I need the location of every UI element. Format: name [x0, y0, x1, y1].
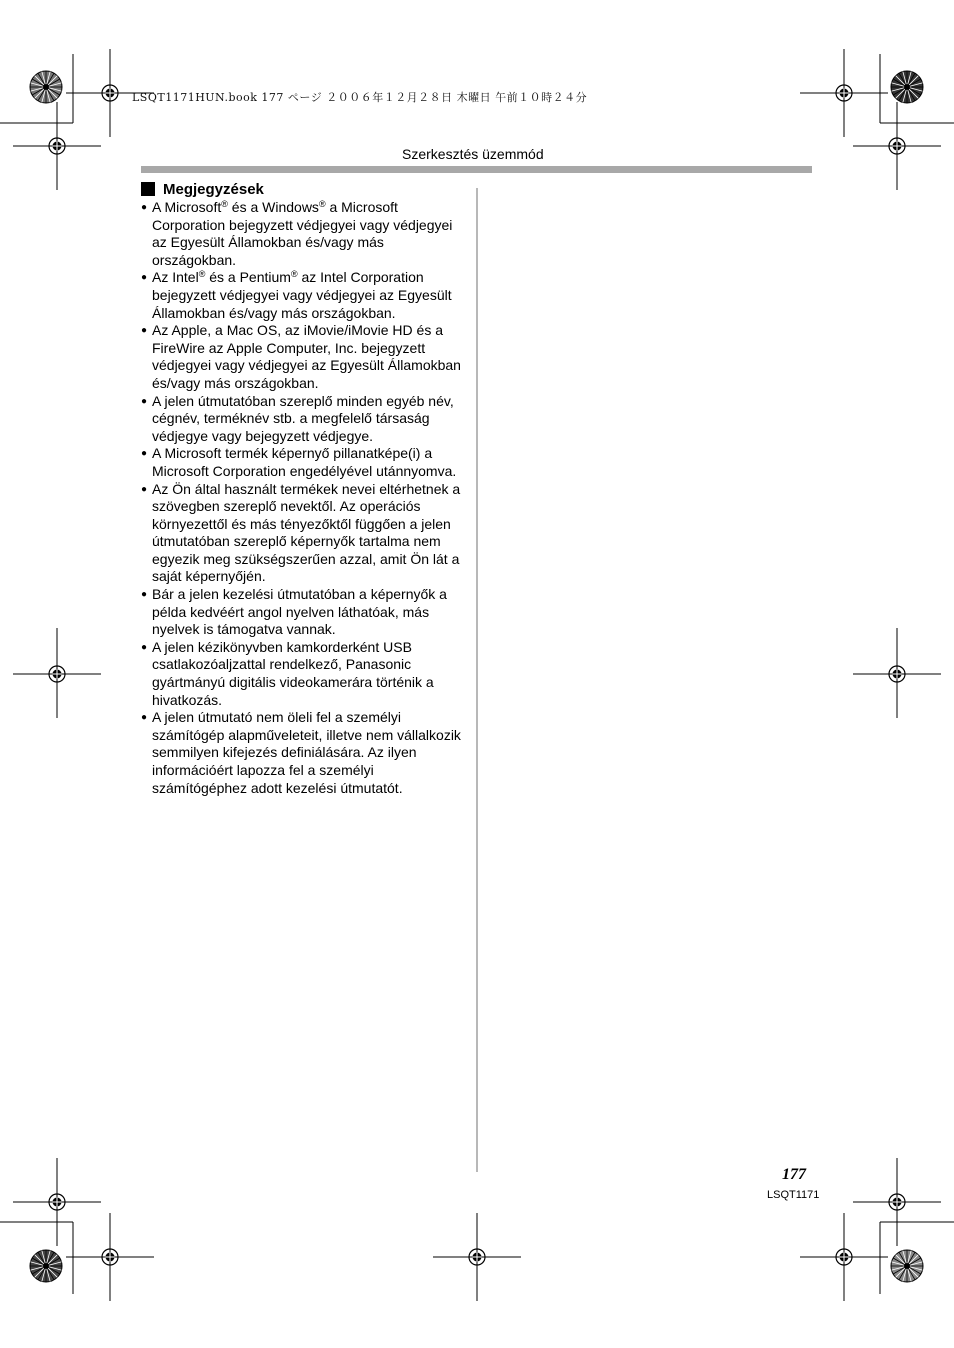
- bullet-icon: ●: [141, 483, 148, 495]
- target-center: [904, 84, 910, 90]
- notes-section: [141, 180, 471, 797]
- note-text: [152, 586, 447, 637]
- square-bullet-icon: [141, 182, 155, 196]
- bullet-icon: ●: [141, 325, 148, 337]
- bullet-icon: ●: [141, 641, 148, 653]
- registration-mark: [800, 1213, 888, 1301]
- bullet-icon: ●: [141, 589, 148, 601]
- note-text: [152, 199, 452, 268]
- note-text: [152, 709, 461, 795]
- note-text: [152, 445, 456, 479]
- note-text-part: ®: [198, 269, 206, 280]
- target-center: [904, 1263, 910, 1269]
- registration-mark: [66, 1213, 154, 1301]
- note-text: [152, 269, 452, 320]
- color-target: [30, 71, 62, 103]
- header-bar: [141, 166, 812, 173]
- note-text-part: Az Apple, a Mac OS, az iMovie/iMovie HD és a FireWire az Apple Computer, Inc. bejegyzett védjegyei vagy védjegyei az Egyesült Államokban és/vagy más országokban.: [152, 322, 461, 391]
- note-item: [141, 709, 471, 797]
- notes-heading: [141, 180, 471, 198]
- color-target: [891, 71, 923, 103]
- bullet-icon: ●: [141, 712, 148, 724]
- note-item: [141, 481, 471, 587]
- registration-mark: [13, 1158, 101, 1246]
- notes-heading-text: Megjegyzések: [163, 180, 264, 198]
- note-text-part: ®: [318, 199, 326, 209]
- print-info-line: LSQT1171HUN.book 177 ページ ２００６年１２月２８日 木曜日 午前１０時２４分: [132, 91, 588, 104]
- note-item: [141, 199, 471, 269]
- note-text-part: A Microsoft: [152, 199, 222, 215]
- note-text-part: ®: [221, 199, 228, 209]
- note-text-part: A Microsoft termék képernyő pillanatképe(i) a Microsoft Corporation engedélyével utánnyomva.: [152, 445, 457, 479]
- note-text: [152, 481, 460, 585]
- note-text-part: az Intel Corporation bejegyzett védjegyei vagy védjegyei az Egyesült Államokban és/vagy más országokban.: [152, 269, 452, 321]
- note-item: [141, 322, 471, 392]
- model-code: LSQT1171: [767, 1189, 820, 1201]
- note-item: [141, 586, 471, 639]
- note-item: [141, 269, 471, 322]
- bullet-icon: ●: [141, 448, 148, 460]
- note-item: [141, 445, 471, 480]
- note-text: [152, 639, 434, 708]
- column-divider: [476, 188, 478, 1172]
- note-text-part: A jelen útmutatóban szereplő minden egyéb név, cégnév, terméknév stb. a megfelelő társaság védjegye vagy bejegyzett védjegye.: [152, 392, 454, 444]
- registration-mark: [433, 1213, 521, 1301]
- note-text-part: Az Intel: [152, 269, 199, 286]
- color-target: [30, 1250, 62, 1282]
- bullet-icon: ●: [141, 395, 148, 407]
- note-text-part: és a Windows: [227, 199, 319, 215]
- bullet-icon: ●: [141, 272, 148, 284]
- note-text: [152, 322, 461, 391]
- note-text-part: és a Pentium: [205, 269, 291, 286]
- registration-mark: [13, 102, 101, 190]
- color-target: [891, 1250, 923, 1282]
- note-item: [141, 393, 471, 446]
- registration-mark: [800, 49, 888, 137]
- note-item: [141, 639, 471, 709]
- section-title: Szerkesztés üzemmód: [402, 146, 544, 162]
- registration-mark: [853, 1158, 941, 1246]
- registration-mark: [853, 102, 941, 190]
- target-center: [43, 84, 49, 90]
- notes-list: [141, 199, 471, 797]
- bullet-icon: ●: [141, 202, 148, 213]
- target-center: [43, 1263, 49, 1269]
- note-text: [152, 393, 454, 444]
- note-text-part: a Microsoft Corporation bejegyzett védjegyei vagy védjegyei az Egyesült Államokban és/vagy más országokban.: [152, 199, 453, 268]
- registration-mark: [853, 630, 941, 718]
- page-number: 177: [782, 1166, 806, 1183]
- note-text-part: A jelen útmutató nem öleli fel a személyi számítógép alapműveleteit, illetve nem vállalkozik semmilyen kifejezés definiálására. Az ilyen információért lapozza fel a személyi számítógéphez adott kezelési útmutatót.: [152, 709, 461, 796]
- note-text-part: ®: [290, 269, 298, 280]
- note-text-part: A jelen kézikönyvben kamkorderként USB csatlakozóaljzattal rendelkező, Panasonic gyártmányú digitális videokamerára történik a hivatkozás.: [152, 638, 434, 708]
- note-text-part: Az Ön által használt termékek nevei eltérhetnek a szövegben szereplő nevektől. Az operációs környezettől és más tényezőktől függően a jelen útmutatóban szereplő képernyők tartalma nem egyezik meg szükségszerűen azzal, amit Ön lát a saját képernyőjén.: [152, 480, 461, 585]
- registration-mark: [13, 630, 101, 718]
- note-text-part: Bár a jelen kezelési útmutatóban a képernyők a példa kedvéért angol nyelven láthatóak, más nyelvek is támogatva vannak.: [152, 586, 447, 638]
